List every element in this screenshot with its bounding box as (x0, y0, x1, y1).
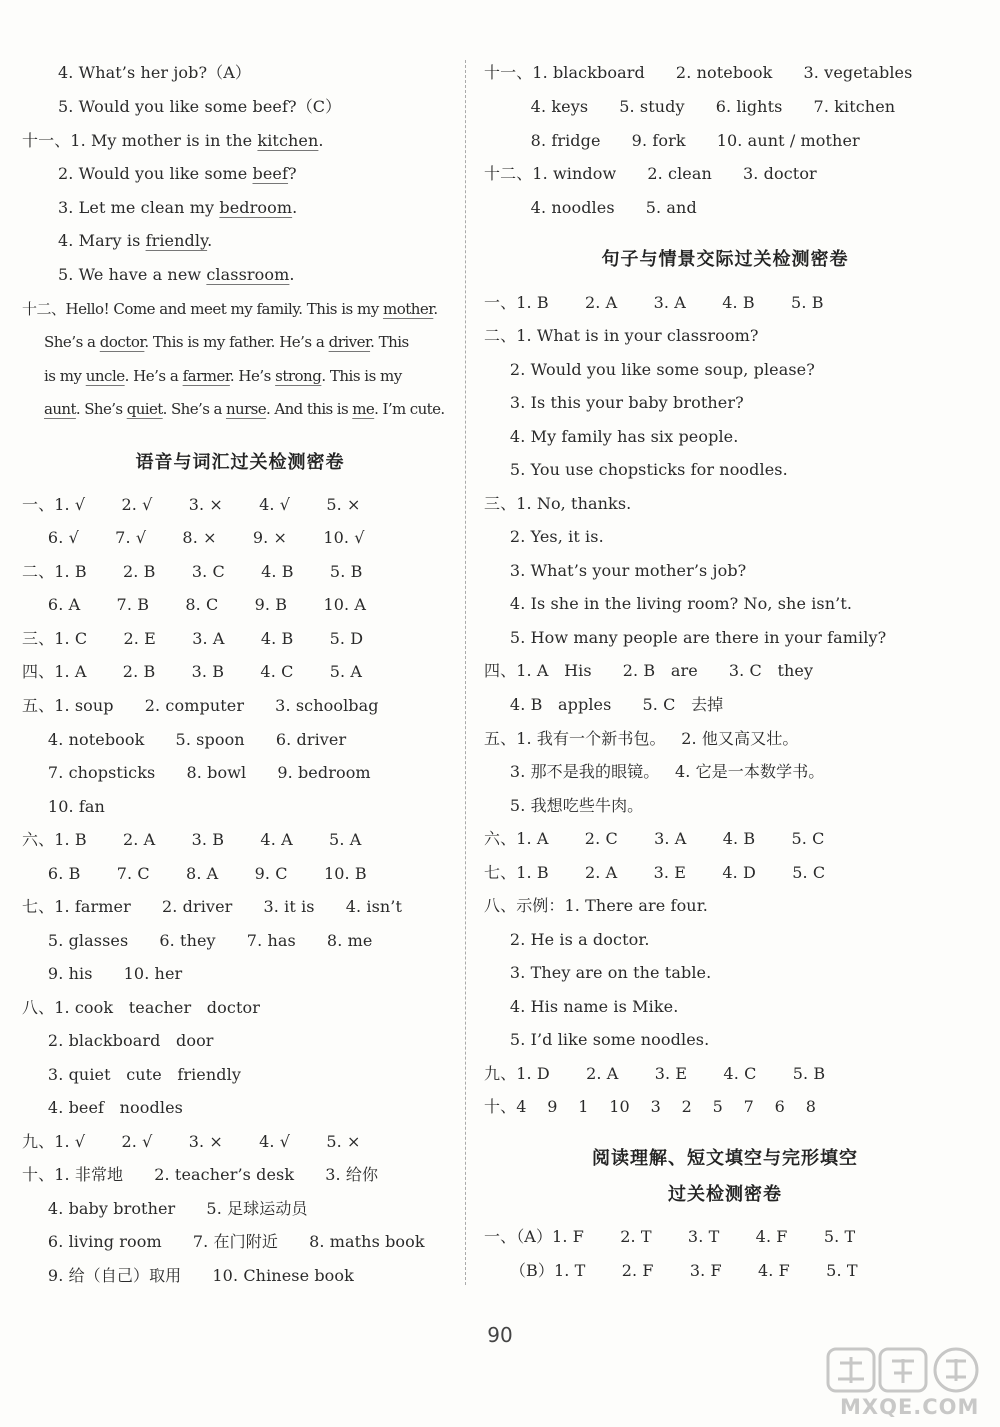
answer-text: ? (288, 164, 297, 183)
answer-line: （B）1. T 2. F 3. F 4. F 5. T (484, 1261, 858, 1280)
answer-line: 4. beef noodles (22, 1098, 183, 1117)
answer-text: 十一、1. My mother is in the (22, 131, 258, 150)
answer-text: . He’s a (124, 367, 183, 385)
answer-line (58, 264, 295, 286)
answer-line: 4. Is she in the living room? No, she isn’t. (484, 594, 853, 613)
underlined-answer: bedroom (219, 198, 293, 217)
answer-line: 5. How many people are there in your family? (484, 628, 887, 647)
answer-text: is my (44, 367, 86, 385)
answer-text: 4. Mary is (58, 231, 146, 250)
answer-line: 2. Would you like some soup, please? (484, 360, 815, 379)
answer-line: 5. I’d like some noodles. (484, 1030, 710, 1049)
answer-line: 4. baby brother 5. 足球运动员 (22, 1199, 308, 1218)
answer-text: . And this is (266, 400, 353, 418)
watermark-logo-icon (810, 1341, 990, 1397)
answer-line: 4. notebook 5. spoon 6. driver (22, 730, 347, 749)
answer-text: . (318, 131, 324, 150)
answer-line: 5. You use chopsticks for noodles. (484, 460, 788, 479)
answer-line (22, 298, 438, 320)
answer-text: . He’s (229, 367, 276, 385)
answer-line: 五、1. soup 2. computer 3. schoolbag (22, 696, 379, 715)
answer-line: 5. 我想吃些牛肉。 (484, 796, 644, 815)
answer-text: . She’s a (162, 400, 226, 418)
watermark-text: MXQE.COM (840, 1395, 980, 1419)
answer-line: 四、1. A His 2. B are 3. C they (484, 661, 814, 680)
answer-line (58, 163, 297, 185)
answer-text: . (433, 300, 438, 318)
underlined-answer: doctor (99, 333, 145, 351)
answer-line: 五、1. 我有一个新书包。 2. 他又高又壮。 (484, 729, 799, 748)
answer-line: 6. living room 7. 在门附近 8. maths book (22, 1232, 425, 1251)
answer-line: 七、1. farmer 2. driver 3. it is 4. isn’t (22, 897, 403, 916)
answer-line (44, 398, 445, 420)
answer-line: 三、1. No, thanks. (484, 494, 632, 513)
answer-line: 7. chopsticks 8. bowl 9. bedroom (22, 763, 371, 782)
answer-text: . (207, 231, 213, 250)
answer-line: 六、1. A 2. C 3. A 4. B 5. C (484, 829, 825, 848)
answer-line: 5. Would you like some beef?（C） (58, 97, 342, 116)
column-divider (465, 60, 466, 1285)
answer-line: 2. blackboard door (22, 1031, 214, 1050)
answer-line: 八、示例：1. There are four. (484, 896, 708, 915)
answer-line: 3. quiet cute friendly (22, 1065, 241, 1084)
answer-text: . This is my father. He’s a (144, 333, 329, 351)
answer-line: 4. B apples 5. C 去掉 (484, 695, 724, 714)
underlined-answer: me (352, 400, 375, 418)
answer-line: 十二、1. window 2. clean 3. doctor (484, 164, 817, 183)
answer-text: . This (370, 333, 409, 351)
answer-line: 4. noodles 5. and (484, 198, 697, 217)
answer-line: 5. glasses 6. they 7. has 8. me (22, 931, 373, 950)
answer-line: 3. What’s your mother’s job? (484, 561, 747, 580)
answer-line: 十一、1. blackboard 2. notebook 3. vegetables (484, 63, 913, 82)
answer-line (58, 230, 212, 252)
answer-text: 十二、Hello! Come and meet my family. This is my (22, 300, 383, 318)
answer-text: 5. We have a new (58, 265, 207, 284)
answer-text: . (292, 198, 298, 217)
answer-line: 九、1. √ 2. √ 3. × 4. √ 5. × (22, 1132, 361, 1151)
underlined-answer: strong (275, 367, 322, 385)
underlined-answer: mother (382, 300, 434, 318)
underlined-answer: uncle (85, 367, 125, 385)
page-number: 90 (487, 1323, 513, 1347)
answer-line: 4. My family has six people. (484, 427, 739, 446)
answer-line: 10. fan (22, 797, 105, 816)
underlined-answer: friendly (145, 231, 208, 250)
answer-text: She’s a (44, 333, 100, 351)
underlined-answer: aunt (44, 400, 76, 418)
answer-line: 4. His name is Mike. (484, 997, 679, 1016)
underlined-answer: kitchen (257, 131, 319, 150)
answer-line: 六、1. B 2. A 3. B 4. A 5. A (22, 830, 362, 849)
answer-line: 4. What’s her job?（A） (58, 63, 252, 82)
answer-line: 3. 那不是我的眼镜。 4. 它是一本数学书。 (484, 762, 825, 781)
underlined-answer: beef (252, 164, 289, 183)
answer-line: 四、1. A 2. B 3. B 4. C 5. A (22, 662, 363, 681)
answer-line: 3. Is this your baby brother? (484, 393, 744, 412)
answer-line (22, 130, 324, 152)
underlined-answer: driver (328, 333, 371, 351)
answer-line: 2. Yes, it is. (484, 527, 604, 546)
answer-line: 6. B 7. C 8. A 9. C 10. B (22, 864, 367, 883)
answer-text: . She’s (75, 400, 127, 418)
answer-line: 八、1. cook teacher doctor (22, 998, 260, 1017)
answer-line: 三、1. C 2. E 3. A 4. B 5. D (22, 629, 364, 648)
answer-line: 十、4 9 1 10 3 2 5 7 6 8 (484, 1097, 816, 1116)
answer-line: 二、1. What is in your classroom? (484, 326, 759, 345)
answer-line: 七、1. B 2. A 3. E 4. D 5. C (484, 863, 826, 882)
answer-line: 9. 给（自己）取用 10. Chinese book (22, 1266, 354, 1285)
answer-line (58, 197, 297, 219)
section-title: 过关检测密卷 (668, 1184, 782, 1205)
answer-text: 2. Would you like some (58, 164, 253, 183)
answer-line: 一、1. B 2. A 3. A 4. B 5. B (484, 293, 824, 312)
answer-line: 一、（A）1. F 2. T 3. T 4. F 5. T (484, 1227, 856, 1246)
answer-text: . (289, 265, 295, 284)
answer-text: . This is my (321, 367, 402, 385)
answer-text: 3. Let me clean my (58, 198, 220, 217)
answer-line (44, 365, 402, 387)
answer-line: 3. They are on the table. (484, 963, 712, 982)
underlined-answer: farmer (182, 367, 230, 385)
answer-line: 一、1. √ 2. √ 3. × 4. √ 5. × (22, 495, 361, 514)
answer-line: 二、1. B 2. B 3. C 4. B 5. B (22, 562, 363, 581)
answer-line: 6. √ 7. √ 8. × 9. × 10. √ (22, 528, 365, 547)
watermark (810, 1341, 990, 1421)
section-title: 语音与词汇过关检测密卷 (135, 452, 345, 473)
underlined-answer: quiet (126, 400, 163, 418)
answer-line (44, 331, 409, 353)
answer-line: 6. A 7. B 8. C 9. B 10. A (22, 595, 367, 614)
answer-line: 九、1. D 2. A 3. E 4. C 5. B (484, 1064, 826, 1083)
answer-line: 2. He is a doctor. (484, 930, 650, 949)
section-title: 句子与情景交际过关检测密卷 (601, 249, 849, 270)
answer-text: . I’m cute. (374, 400, 445, 418)
answer-line: 4. keys 5. study 6. lights 7. kitchen (484, 97, 896, 116)
answer-line: 十、1. 非常地 2. teacher’s desk 3. 给你 (22, 1165, 379, 1184)
underlined-answer: nurse (225, 400, 267, 418)
answer-line: 9. his 10. her (22, 964, 183, 983)
answer-line: 8. fridge 9. fork 10. aunt / mother (484, 131, 860, 150)
section-title: 阅读理解、短文填空与完形填空 (592, 1148, 858, 1169)
underlined-answer: classroom (206, 265, 290, 284)
